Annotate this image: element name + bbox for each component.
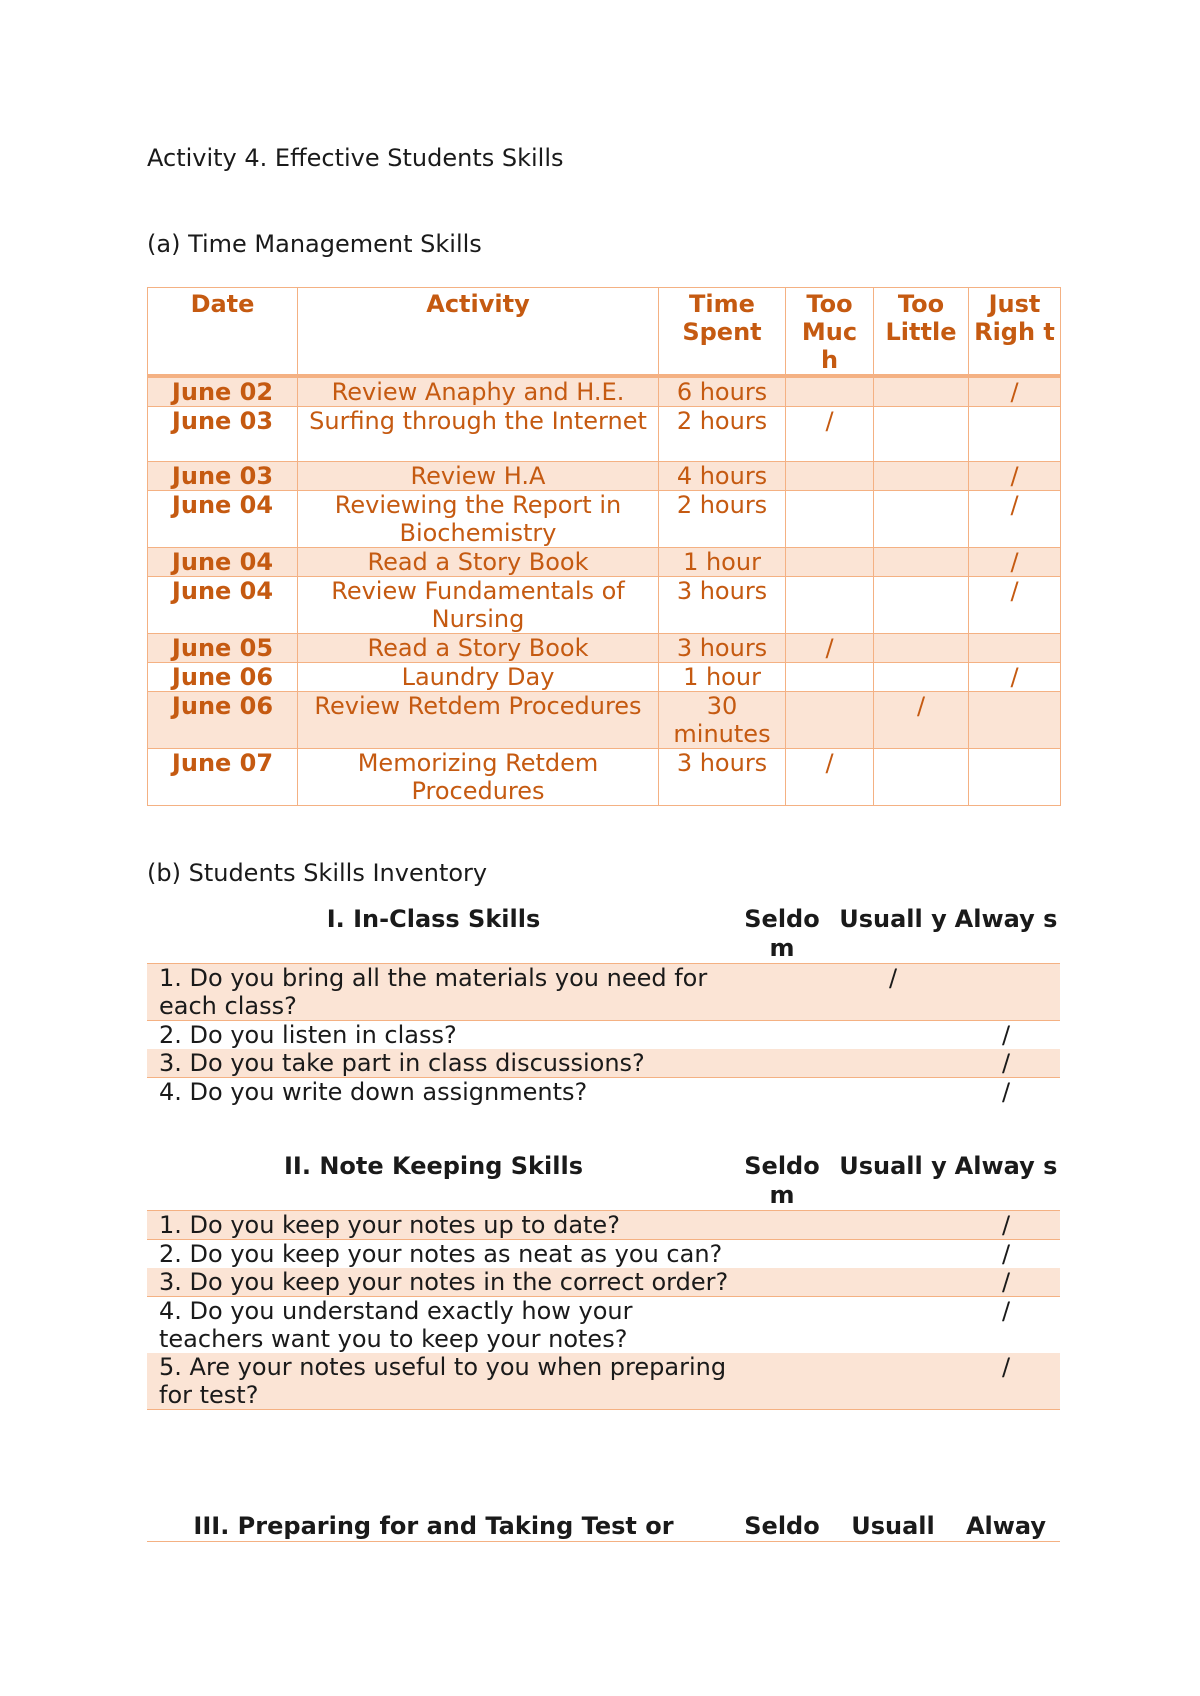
inventory-section-heading: I. In-Class Skills bbox=[147, 905, 730, 964]
time-table-header bbox=[148, 288, 1061, 377]
activity-cell: Laundry Day bbox=[298, 663, 659, 692]
time-spent-cell: 3 hours bbox=[659, 577, 786, 634]
inventory-header bbox=[147, 905, 1060, 964]
section-a-heading: (a) Time Management Skills bbox=[147, 230, 482, 258]
just-right-cell bbox=[969, 692, 1061, 749]
time-spent-cell: 6 hours bbox=[659, 376, 786, 407]
usually-mark bbox=[834, 1021, 952, 1050]
inventory-header bbox=[147, 1152, 1060, 1211]
time-spent-cell: 2 hours bbox=[659, 407, 786, 462]
column-seldom: Seldo m bbox=[730, 1152, 834, 1211]
too-little-cell: / bbox=[874, 692, 969, 749]
list-item bbox=[147, 1240, 1060, 1269]
seldom-mark bbox=[730, 1211, 834, 1240]
time-spent-cell: 2 hours bbox=[659, 491, 786, 548]
seldom-mark bbox=[730, 1240, 834, 1269]
list-item bbox=[147, 1297, 1060, 1354]
column-always: Alway s bbox=[952, 1152, 1060, 1211]
inventory-section-heading: II. Note Keeping Skills bbox=[147, 1152, 730, 1211]
usually-mark bbox=[834, 1353, 952, 1410]
seldom-mark bbox=[730, 1297, 834, 1354]
question-text: 3. Do you keep your notes in the correct order? bbox=[147, 1268, 730, 1297]
column-usually: Usuall y bbox=[834, 1152, 952, 1211]
table-row bbox=[148, 548, 1061, 577]
usually-mark bbox=[834, 1049, 952, 1078]
just-right-cell: / bbox=[969, 462, 1061, 491]
list-item bbox=[147, 964, 1060, 1021]
seldom-mark bbox=[730, 1268, 834, 1297]
too-little-cell bbox=[874, 548, 969, 577]
question-text: 2. Do you keep your notes as neat as you can? bbox=[159, 1240, 723, 1268]
question-text: 4. Do you write down assignments? bbox=[159, 1078, 588, 1106]
activity-cell: Surfing through the Internet bbox=[298, 407, 659, 462]
activity-cell: Read a Story Book bbox=[298, 634, 659, 663]
header-date: Date bbox=[148, 288, 298, 377]
too-much-cell: / bbox=[786, 634, 874, 663]
table-row bbox=[148, 663, 1061, 692]
section-b-heading: (b) Students Skills Inventory bbox=[147, 859, 488, 887]
usually-mark bbox=[834, 1240, 952, 1269]
just-right-cell: / bbox=[969, 376, 1061, 407]
header-too-much: Too Muc h bbox=[786, 288, 874, 377]
column-usually: Usuall y bbox=[834, 905, 952, 964]
date-cell: June 02 bbox=[148, 376, 298, 407]
table-row bbox=[148, 692, 1061, 749]
too-much-cell bbox=[786, 462, 874, 491]
too-much-cell bbox=[786, 663, 874, 692]
just-right-cell: / bbox=[969, 491, 1061, 548]
too-much-cell: / bbox=[786, 749, 874, 806]
list-item bbox=[147, 1353, 1060, 1410]
list-item bbox=[147, 1049, 1060, 1078]
too-much-cell bbox=[786, 548, 874, 577]
too-little-cell bbox=[874, 634, 969, 663]
activity-cell: Review Anaphy and H.E. bbox=[298, 376, 659, 407]
date-cell: June 04 bbox=[148, 548, 298, 577]
always-mark: / bbox=[952, 1049, 1060, 1078]
activity-cell: Review Fundamentals of Nursing bbox=[298, 577, 659, 634]
table-row bbox=[148, 462, 1061, 491]
time-spent-cell: 30 minutes bbox=[659, 692, 786, 749]
seldom-mark bbox=[730, 1021, 834, 1050]
just-right-cell bbox=[969, 407, 1061, 462]
seldom-mark bbox=[730, 1353, 834, 1410]
too-little-cell bbox=[874, 407, 969, 462]
seldom-mark bbox=[730, 1078, 834, 1107]
always-mark: / bbox=[952, 1211, 1060, 1240]
date-cell: June 06 bbox=[148, 663, 298, 692]
inventory-header bbox=[147, 1512, 1060, 1542]
always-mark: / bbox=[952, 1268, 1060, 1297]
too-much-cell bbox=[786, 491, 874, 548]
too-little-cell bbox=[874, 376, 969, 407]
date-cell: June 03 bbox=[148, 462, 298, 491]
question-text: 2. Do you listen in class? bbox=[159, 1021, 457, 1049]
column-always: Alway s bbox=[952, 905, 1060, 964]
header-too-little: Too Little bbox=[874, 288, 969, 377]
list-item bbox=[147, 1268, 1060, 1297]
table-row bbox=[148, 749, 1061, 806]
time-spent-cell: 3 hours bbox=[659, 634, 786, 663]
time-spent-cell: 1 hour bbox=[659, 548, 786, 577]
always-mark: / bbox=[1001, 1240, 1011, 1268]
too-much-cell bbox=[786, 376, 874, 407]
always-mark bbox=[952, 964, 1060, 1021]
date-cell: June 06 bbox=[148, 692, 298, 749]
list-item bbox=[147, 1211, 1060, 1240]
always-mark: / bbox=[1001, 1021, 1011, 1049]
list-item bbox=[147, 1021, 1060, 1050]
too-much-cell bbox=[786, 577, 874, 634]
table-row bbox=[148, 634, 1061, 663]
too-much-cell: / bbox=[786, 407, 874, 462]
activity-cell: Review H.A bbox=[298, 462, 659, 491]
always-mark: / bbox=[1001, 1078, 1011, 1106]
just-right-cell: / bbox=[969, 577, 1061, 634]
too-little-cell bbox=[874, 577, 969, 634]
too-little-cell bbox=[874, 749, 969, 806]
activity-cell: Memorizing Retdem Procedures bbox=[298, 749, 659, 806]
usually-mark bbox=[834, 1268, 952, 1297]
header-time-spent: Time Spent bbox=[659, 288, 786, 377]
activity-cell: Read a Story Book bbox=[298, 548, 659, 577]
too-little-cell bbox=[874, 462, 969, 491]
time-management-table bbox=[147, 287, 1061, 806]
list-item bbox=[147, 1078, 1060, 1107]
activity-cell: Reviewing the Report in Biochemistry bbox=[298, 491, 659, 548]
date-cell: June 04 bbox=[148, 491, 298, 548]
seldom-mark bbox=[730, 1049, 834, 1078]
too-little-cell bbox=[874, 663, 969, 692]
usually-mark: / bbox=[834, 964, 952, 1021]
just-right-cell bbox=[969, 634, 1061, 663]
note-keeping-skills-table bbox=[147, 1152, 1060, 1410]
column-seldom: Seldo bbox=[730, 1512, 834, 1542]
just-right-cell: / bbox=[969, 663, 1061, 692]
just-right-cell bbox=[969, 749, 1061, 806]
header-just-right: Just Righ t bbox=[969, 288, 1061, 377]
question-text: 1. Do you bring all the materials you need for each class? bbox=[147, 964, 730, 1021]
column-usually: Usuall bbox=[834, 1512, 952, 1542]
always-mark: / bbox=[952, 1353, 1060, 1410]
table-row bbox=[148, 491, 1061, 548]
time-spent-cell: 4 hours bbox=[659, 462, 786, 491]
date-cell: June 07 bbox=[148, 749, 298, 806]
usually-mark bbox=[834, 1078, 952, 1107]
activity-cell: Review Retdem Procedures bbox=[298, 692, 659, 749]
always-mark: / bbox=[1001, 1297, 1011, 1325]
column-always: Alway bbox=[952, 1512, 1060, 1542]
date-cell: June 05 bbox=[148, 634, 298, 663]
document-title: Activity 4. Effective Students Skills bbox=[147, 144, 564, 172]
column-seldom: Seldo m bbox=[730, 905, 834, 964]
usually-mark bbox=[834, 1297, 952, 1354]
time-spent-cell: 1 hour bbox=[659, 663, 786, 692]
test-taking-skills-table bbox=[147, 1512, 1060, 1542]
time-spent-cell: 3 hours bbox=[659, 749, 786, 806]
in-class-skills-table bbox=[147, 905, 1060, 1106]
table-row bbox=[148, 577, 1061, 634]
table-row bbox=[148, 407, 1061, 462]
seldom-mark bbox=[730, 964, 834, 1021]
question-text: 1. Do you keep your notes up to date? bbox=[147, 1211, 730, 1240]
header-activity: Activity bbox=[298, 288, 659, 377]
table-row bbox=[148, 376, 1061, 407]
just-right-cell: / bbox=[969, 548, 1061, 577]
usually-mark bbox=[834, 1211, 952, 1240]
question-text: 4. Do you understand exactly how your teachers want you to keep your notes? bbox=[159, 1297, 633, 1353]
question-text: 5. Are your notes useful to you when preparing for test? bbox=[147, 1353, 730, 1410]
question-text: 3. Do you take part in class discussions? bbox=[147, 1049, 730, 1078]
too-much-cell bbox=[786, 692, 874, 749]
inventory-section-heading: III. Preparing for and Taking Test or bbox=[147, 1512, 730, 1542]
date-cell: June 04 bbox=[148, 577, 298, 634]
date-cell: June 03 bbox=[148, 407, 298, 462]
too-little-cell bbox=[874, 491, 969, 548]
